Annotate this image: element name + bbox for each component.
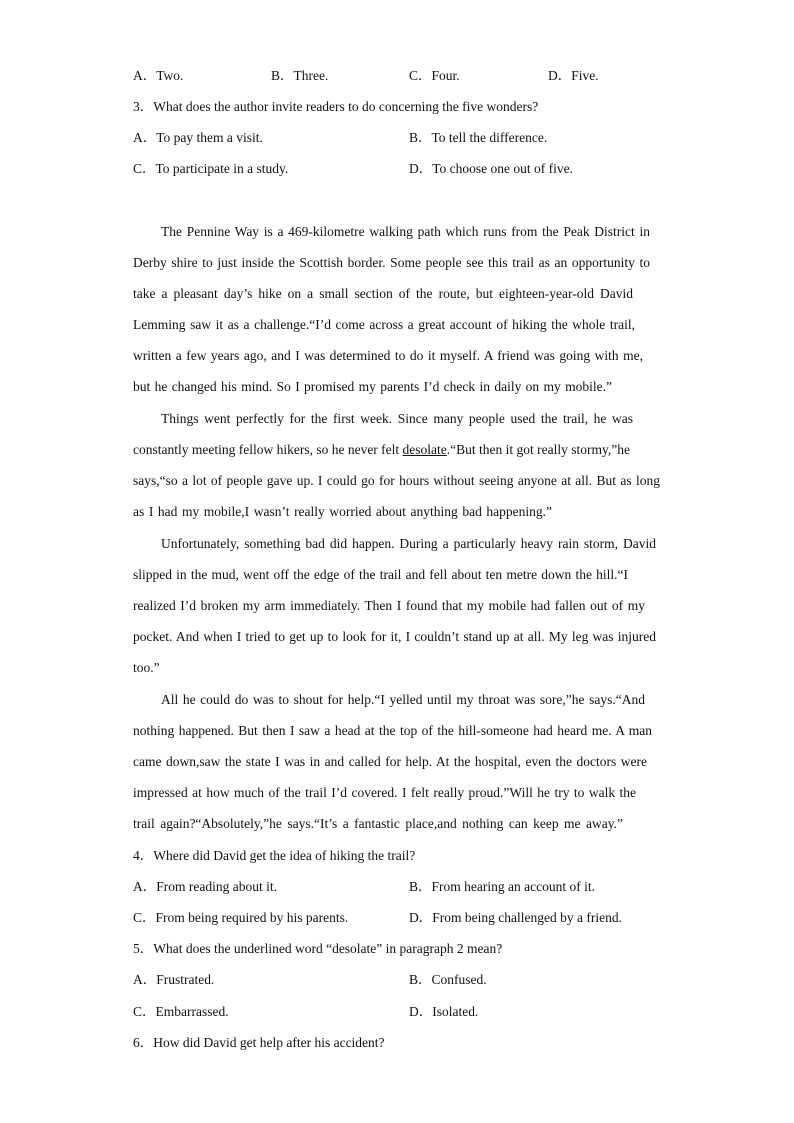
passage-p3-line: too.” bbox=[133, 660, 160, 675]
passage-p1-line: written a few years ago, and I was determined to do it myself. A friend was going with me, bbox=[133, 348, 643, 363]
passage-p4-line: All he could do was to shout for help.“I yelled until my throat was sore,”he says.“And bbox=[161, 692, 645, 707]
passage-p3-line: slipped in the mud, went off the edge of the trail and fell about ten metre down the hill.“I bbox=[133, 567, 628, 582]
q4-option-b: B．From hearing an account of it. bbox=[409, 879, 595, 894]
q5-option-b: B．Confused. bbox=[409, 972, 487, 987]
q4-option-c: C．From being required by his parents. bbox=[133, 910, 349, 925]
q2-option-c: C．Four. bbox=[409, 68, 460, 83]
passage-p4-line: trail again?“Absolutely,”he says.“It’s a fantastic place,and nothing can keep me away.” bbox=[133, 816, 623, 831]
passage-p4-line: came down,saw the state I was in and called for help. At the hospital, even the doctors were bbox=[133, 754, 647, 769]
q2-option-b: B．Three. bbox=[271, 68, 329, 83]
passage-p1-line: take a pleasant day’s hike on a small section of the route, but eighteen-year-old David bbox=[133, 286, 633, 301]
passage-p1-line: The Pennine Way is a 469-kilometre walking path which runs from the Peak District in bbox=[161, 224, 650, 239]
passage-p1-line: Derby shire to just inside the Scottish border. Some people see this trail as an opportunity to bbox=[133, 255, 650, 270]
passage-text: constantly meeting fellow hikers, so he never felt bbox=[133, 442, 403, 457]
passage-p2-line: Things went perfectly for the first week. Since many people used the trail, he was bbox=[161, 411, 633, 426]
q4-option-a: A．From reading about it. bbox=[133, 879, 277, 894]
passage-p2-line: says,“so a lot of people gave up. I could go for hours without seeing anyone at all. But as long bbox=[133, 473, 660, 488]
passage-p3-line: pocket. And when I tried to get up to look for it, I couldn’t stand up at all. My leg was injured bbox=[133, 629, 656, 644]
passage-p4-line: impressed at how much of the trail I’d covered. I felt really proud.”Will he try to walk the bbox=[133, 785, 636, 800]
q4-stem: 4．Where did David get the idea of hiking the trail? bbox=[133, 848, 416, 863]
q5-option-d: D．Isolated. bbox=[409, 1004, 479, 1019]
q4-option-d: D．From being challenged by a friend. bbox=[409, 910, 622, 925]
q2-option-d: D．Five. bbox=[548, 68, 599, 83]
q6-stem: 6．How did David get help after his accident? bbox=[133, 1035, 385, 1050]
passage-p1-line: Lemming saw it as a challenge.“I’d come across a great account of hiking the whole trail, bbox=[133, 317, 635, 332]
passage-p3-line: realized I’d broken my arm immediately. Then I found that my mobile had fallen out of my bbox=[133, 598, 645, 613]
q3-stem: 3．What does the author invite readers to do concerning the five wonders? bbox=[133, 99, 539, 114]
q5-option-c: C．Embarrassed. bbox=[133, 1004, 229, 1019]
passage-p2-line bbox=[133, 440, 663, 460]
passage-p4-line: nothing happened. But then I saw a head at the top of the hill-someone had heard me. A man bbox=[133, 723, 652, 738]
passage-text: .“But then it got really stormy,”he bbox=[446, 442, 630, 457]
passage-p3-line: Unfortunately, something bad did happen. During a particularly heavy rain storm, David bbox=[161, 536, 656, 551]
q2-option-a: A．Two. bbox=[133, 68, 184, 83]
q3-option-a: A．To pay them a visit. bbox=[133, 130, 263, 145]
q3-option-c: C．To participate in a study. bbox=[133, 161, 289, 176]
q3-option-d: D．To choose one out of five. bbox=[409, 161, 574, 176]
passage-p1-line: but he changed his mind. So I promised my parents I’d check in daily on my mobile.” bbox=[133, 379, 612, 394]
passage-p2-line: as I had my mobile,I wasn’t really worried about anything bad happening.” bbox=[133, 504, 552, 519]
underlined-word: desolate bbox=[402, 442, 447, 457]
q5-stem: 5．What does the underlined word “desolate” in paragraph 2 mean? bbox=[133, 941, 503, 956]
q3-option-b: B．To tell the difference. bbox=[409, 130, 548, 145]
q5-option-a: A．Frustrated. bbox=[133, 972, 215, 987]
